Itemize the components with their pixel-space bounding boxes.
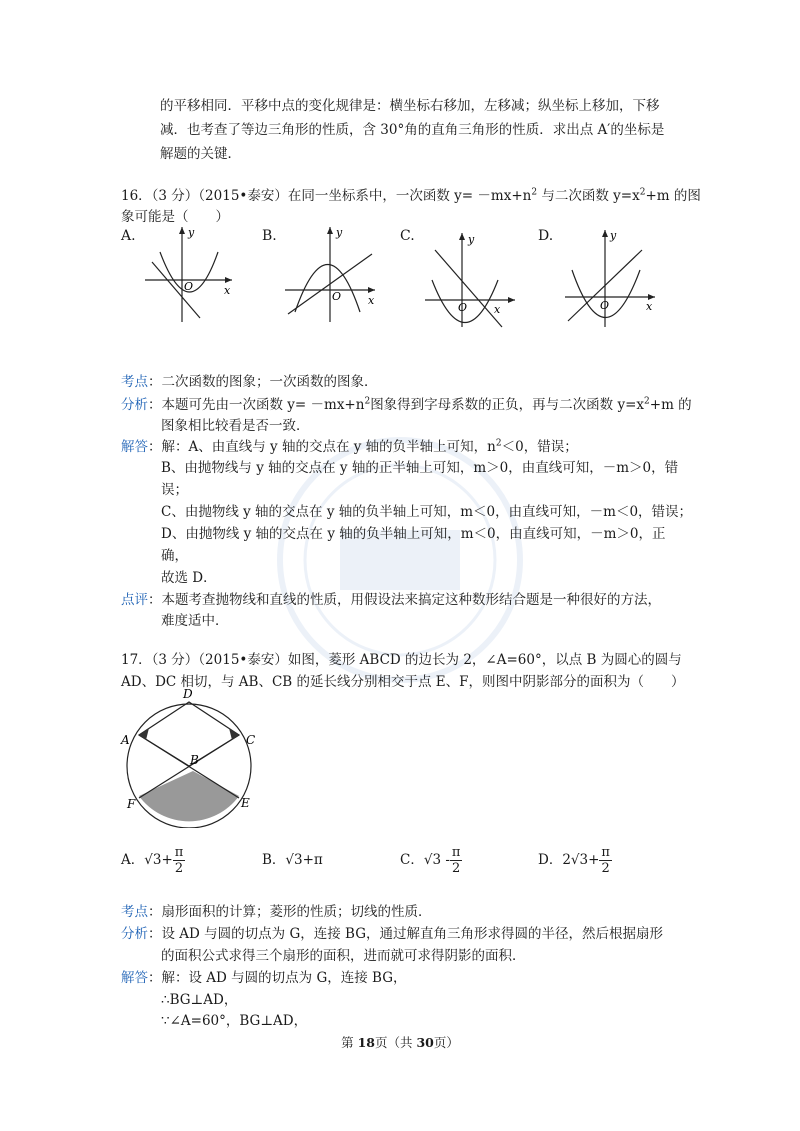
q16-kaodian: 考点：二次函数的图象；一次函数的图象． [121,374,378,390]
q16-option-b-label: B. [262,228,277,244]
q16-option-a-label: A. [121,228,136,244]
q16-fenxi-line2: 图象相比较看是否一致． [161,418,310,434]
q16-dianping: 点评：本题考查抛物线和直线的性质，用假设法来搞定这种数形结合题是一种很好的方法， [121,592,661,608]
q16-graph-a [140,222,240,327]
q17-option-a: A．√3+ $\frac{\pi}{2}$ [121,845,184,876]
point-c-label: C [246,733,256,747]
q17-kaodian: 考点：扇形面积的计算；菱形的性质；切线的性质． [121,904,432,920]
q17-option-d: D．2√3+ $\frac{\pi}{2}$ [538,845,610,876]
axis-y-label: y [188,226,195,239]
q17-title-line2: AD、DC 相切，与 AB、CB 的延长线分别相交于点 E、F，则图中阴影部分的面积为（ ） [121,674,685,690]
origin-label: O [332,290,342,303]
point-e-label: E [241,796,250,810]
page-footer: 第 18页（共 30页） [341,1035,459,1050]
q17-jieda-2: ∴BG⊥AD， [161,992,238,1008]
q17-jieda: 解答：解：设 AD 与圆的切点为 G，连接 BG， [121,970,407,986]
q16-jieda-3: 误； [161,482,188,498]
q16-option-c-label: C. [400,228,415,244]
axis-x-label: x [494,303,501,316]
q16-jieda-4: C、由抛物线 y 轴的交点在 y 轴的负半轴上可知，m＜0，由直线可知，－m＜0，错误； [161,504,693,520]
q17-fenxi: 分析：设 AD 与圆的切点为 G，连接 BG，通过解直角三角形求得圆的半径，然后根据扇形 [121,926,663,942]
q16-fenxi: 分析：本题可先由一次函数 $y= -mx+n^2$图象得到字母系数的正负，再与二次函数 $y=x^2+m$ 的 [121,396,692,413]
axis-y-label: y [336,226,343,239]
axis-x-label: x [224,284,231,297]
origin-label: O [458,301,468,314]
q16-dianping-line2: 难度适中． [161,613,229,629]
q16-jieda: 解答：解：A、由直线与 y 轴的交点在 y 轴的负半轴上可知，$n^2<0$，错误； [121,438,578,455]
q17-option-c: C．√3 - $\frac{\pi}{2}$ [400,845,461,876]
q17-option-b: B．√3+π [262,852,323,868]
prev-line-3: 解题的关键． [160,146,241,162]
q16-jieda-5: D、由抛物线 y 轴的交点在 y 轴的负半轴上可知，m＜0，由直线可知，－m＞0，正 [161,526,666,542]
q17-title: 17．（3 分）（2015•泰安）如图，菱形 ABCD 的边长为 2，∠A=60°，以点 B 为圆心的圆与 [121,652,682,668]
q16-jieda-6: 确， [161,548,188,564]
q16-option-d-label: D. [538,228,554,244]
page-number: 18 [357,1035,375,1050]
prev-line-1: 的平移相同．平移中点的变化规律是：横坐标右移加，左移减；纵坐标上移加，下移 [160,98,660,114]
axis-y-label: y [468,233,475,246]
axis-y-label: y [610,229,617,242]
axis-x-label: x [368,294,375,307]
q17-fenxi-line2: 的面积公式求得三个扇形的面积，进而就可求得阴影的面积． [161,948,526,964]
origin-label: O [184,280,194,293]
point-f-label: F [127,797,136,811]
axis-x-label: x [646,300,653,313]
q16-jieda-7: 故选 D． [161,570,217,586]
point-a-label: A [121,733,130,747]
q16-title: 16．（3 分）（2015•泰安）在同一坐标系中，一次函数 $y= -mx+n^2$ 与二次函数 $y=x^2+m$ 的图 [121,187,701,204]
prev-line-2: 减．也考查了等边三角形的性质，含 30°角的直角三角形的性质．求出点 A′的坐标是 [160,122,665,138]
q16-title-line2: 象可能是（ ） [121,209,229,225]
q17-figure [115,688,280,828]
point-d-label: D [183,688,193,701]
q17-jieda-3: ∵∠A=60°，BG⊥AD， [161,1013,308,1029]
page-total: 30 [416,1035,434,1050]
q16-graph-c [420,225,520,330]
origin-label: O [600,299,610,312]
q16-jieda-2: B、由抛物线与 y 轴的交点在 y 轴的正半轴上可知，m＞0，由直线可知，－m＞0，错 [161,460,679,476]
q16-graph-d [560,225,660,330]
q16-graph-b [280,222,380,327]
point-b-label: B [190,753,199,767]
